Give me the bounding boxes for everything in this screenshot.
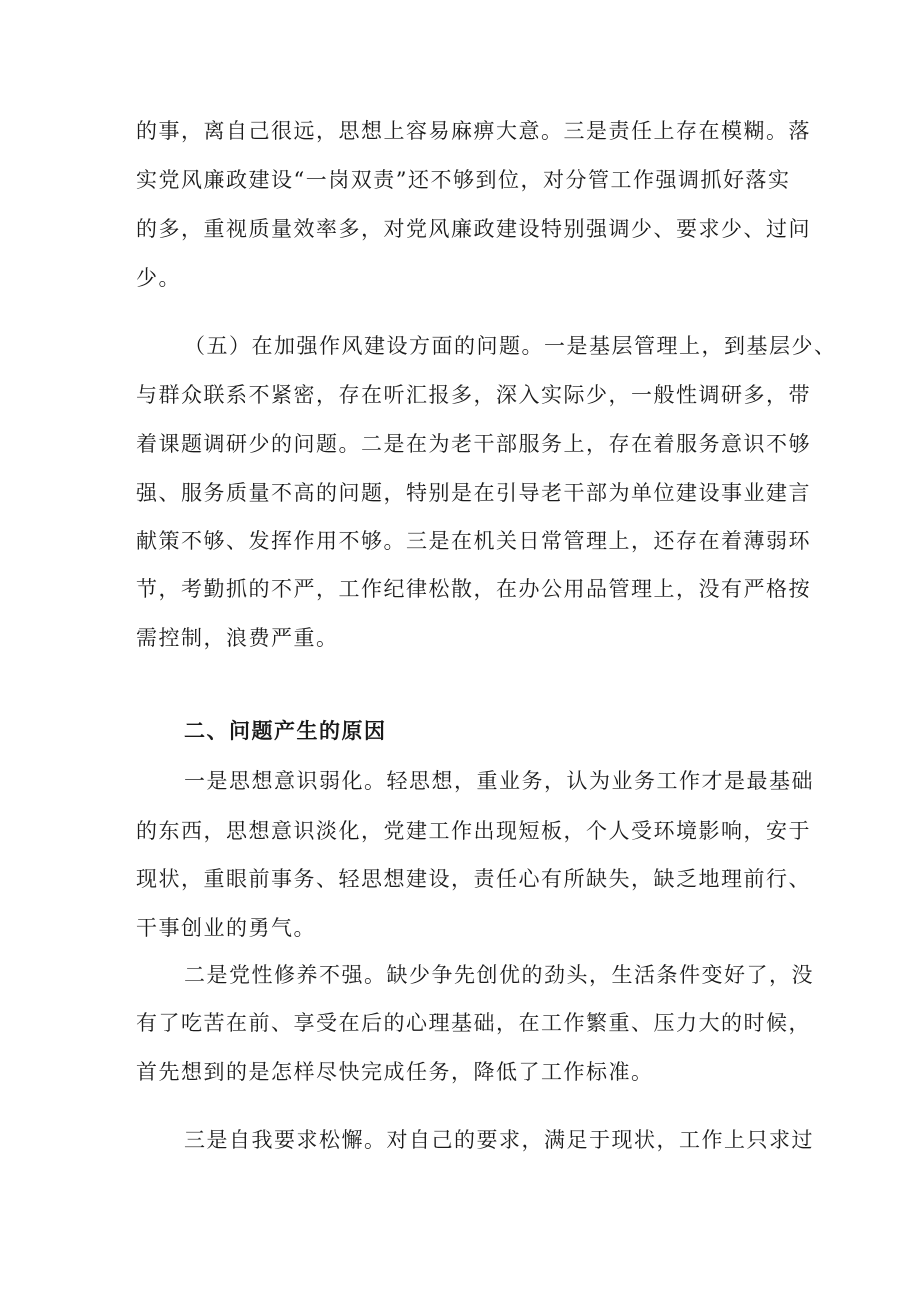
body-text-line: 干事创业的勇气。 [136, 916, 316, 940]
body-text-line: 的多，重视质量效率多，对党风廉政建设特别强调少、要求少、过问 [136, 217, 811, 241]
body-text-line: 首先想到的是怎样尽快完成任务，降低了工作标准。 [136, 1060, 654, 1084]
body-text-line: 一是思想意识弱化。轻思想，重业务，认为业务工作才是最基础 [184, 769, 814, 793]
section-heading: 二、问题产生的原因 [184, 718, 387, 743]
body-text-line: 强、服务质量不高的问题，特别是在引导老干部为单位建设事业建言 [136, 481, 811, 505]
body-text-line: 二是党性修养不强。缺少争先创优的劲头，生活条件变好了，没 [184, 963, 814, 987]
body-text-line: 的东西，思想意识淡化，党建工作出现短板，个人受环境影响，安于 [136, 819, 811, 843]
body-text-line: 着课题调研少的问题。二是在为老干部服务上，存在着服务意识不够 [136, 432, 811, 456]
body-text-line: 三是自我要求松懈。对自己的要求，满足于现状，工作上只求过 [184, 1128, 814, 1152]
body-text-line: 的事，离自己很远，思想上容易麻痹大意。三是责任上存在模糊。落 [136, 119, 811, 143]
body-text-line: 与群众联系不紧密，存在听汇报多，深入实际少，一般性调研多，带 [136, 383, 811, 407]
body-text-line: 节，考勤抓的不严，工作纪律松散，在办公用品管理上，没有严格按 [136, 577, 811, 601]
body-text-line: 有了吃苦在前、享受在后的心理基础，在工作繁重、压力大的时候， [136, 1011, 811, 1035]
body-text-line: 献策不够、发挥作用不够。三是在机关日常管理上，还存在着薄弱环 [136, 529, 811, 553]
body-text-line: 需控制，浪费严重。 [136, 626, 339, 650]
paragraph-heading-line: （五）在加强作风建设方面的问题。一是基层管理上，到基层少、 [184, 334, 837, 358]
body-text-line: 少。 [136, 266, 181, 290]
body-text-line: 实党风廉政建设“一岗双责”还不够到位，对分管工作强调抓好落实 [136, 168, 791, 192]
body-text-line: 现状，重眼前事务、轻思想建设，责任心有所缺失，缺乏地理前行、 [136, 867, 811, 891]
